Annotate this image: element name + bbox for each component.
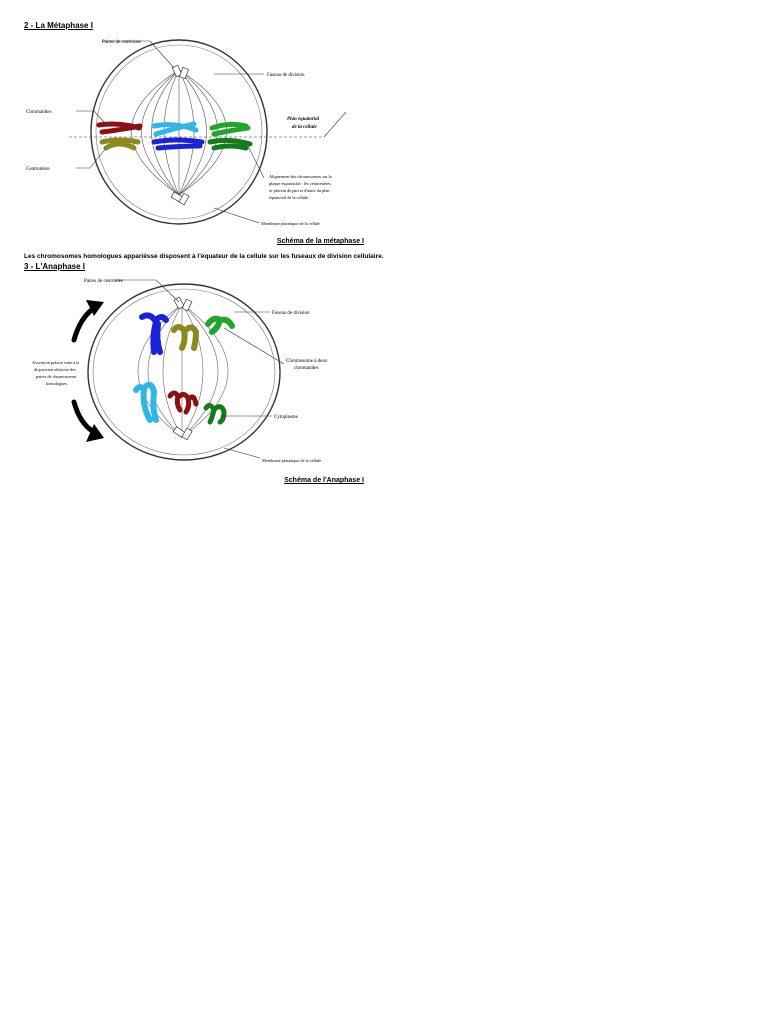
label-fuseau: Fuseau de division <box>272 311 310 316</box>
label-centrioles: Paires de centrioles <box>102 40 141 45</box>
metaphase-caption: Schéma de la métaphase I <box>276 238 364 245</box>
label-chromosome-2: chromatides <box>294 366 319 371</box>
arrow-down-icon <box>74 402 104 442</box>
cell-membrane-inner <box>93 289 275 455</box>
centriole-bottom <box>173 427 192 440</box>
chromosome-upper-green <box>208 319 232 332</box>
label-centrioles: Paires de centrioles <box>84 279 123 284</box>
label-plan-line2: de la cellule <box>292 125 317 130</box>
leader-lines <box>114 280 284 458</box>
chromosome-lower-red <box>170 393 196 412</box>
label-chromosome-1: Chromosome à deux <box>286 359 328 364</box>
label-centromere: Centromère <box>26 167 50 172</box>
label-membrane: Membrane plasmique de la cellule <box>262 458 322 463</box>
metaphase-heading: 2 - La Métaphase I <box>24 21 93 30</box>
anaphase-heading: 3 - L'Anaphase I <box>24 262 86 271</box>
chromosome-lower-cyan <box>136 385 156 420</box>
label-chromatides: Chromatides <box>26 110 52 115</box>
label-ascension-4: homologues <box>46 381 68 386</box>
label-alignement-4: équatorial de la cellule <box>269 195 309 200</box>
label-alignement-2: plaque équatoriale : les centromères <box>269 181 331 186</box>
metaphase-diagram <box>24 30 364 235</box>
label-ascension-2: disjonction aléatoire des <box>34 367 76 372</box>
chromosome-upper-olive <box>174 327 196 348</box>
label-alignement-3: se placent de part et d'autre du plan <box>269 188 330 193</box>
centriole-top <box>172 65 188 79</box>
chromosome-upper-blue <box>142 315 166 352</box>
equatorial-plane-pointer <box>324 112 346 137</box>
label-ascension-3: paires de chromosomes <box>36 374 77 379</box>
centriole-top <box>174 297 192 311</box>
metaphase-description: Les chromosomes homologues appariésse disposent à l'équateur de la cellule sur les fuseaux de division cellulaire. <box>24 253 384 260</box>
label-ascension-1: Ascension polaire suite à la <box>32 360 80 365</box>
label-plan-line1: Plan équatorial <box>287 117 320 122</box>
chromosome-pair-cyan-blue <box>154 124 202 148</box>
label-membrane: Membrane plasmique de la cellule <box>261 221 321 226</box>
label-alignement-1: Alignement des chromosomes sur la <box>269 174 332 179</box>
anaphase-diagram <box>24 272 364 472</box>
label-fuseau: Fuseau de division <box>267 73 305 78</box>
arrow-up-icon <box>74 300 104 340</box>
anaphase-caption: Schéma de l'Anaphase I <box>284 477 364 484</box>
label-cytoplasme: Cytoplasme <box>274 415 298 420</box>
